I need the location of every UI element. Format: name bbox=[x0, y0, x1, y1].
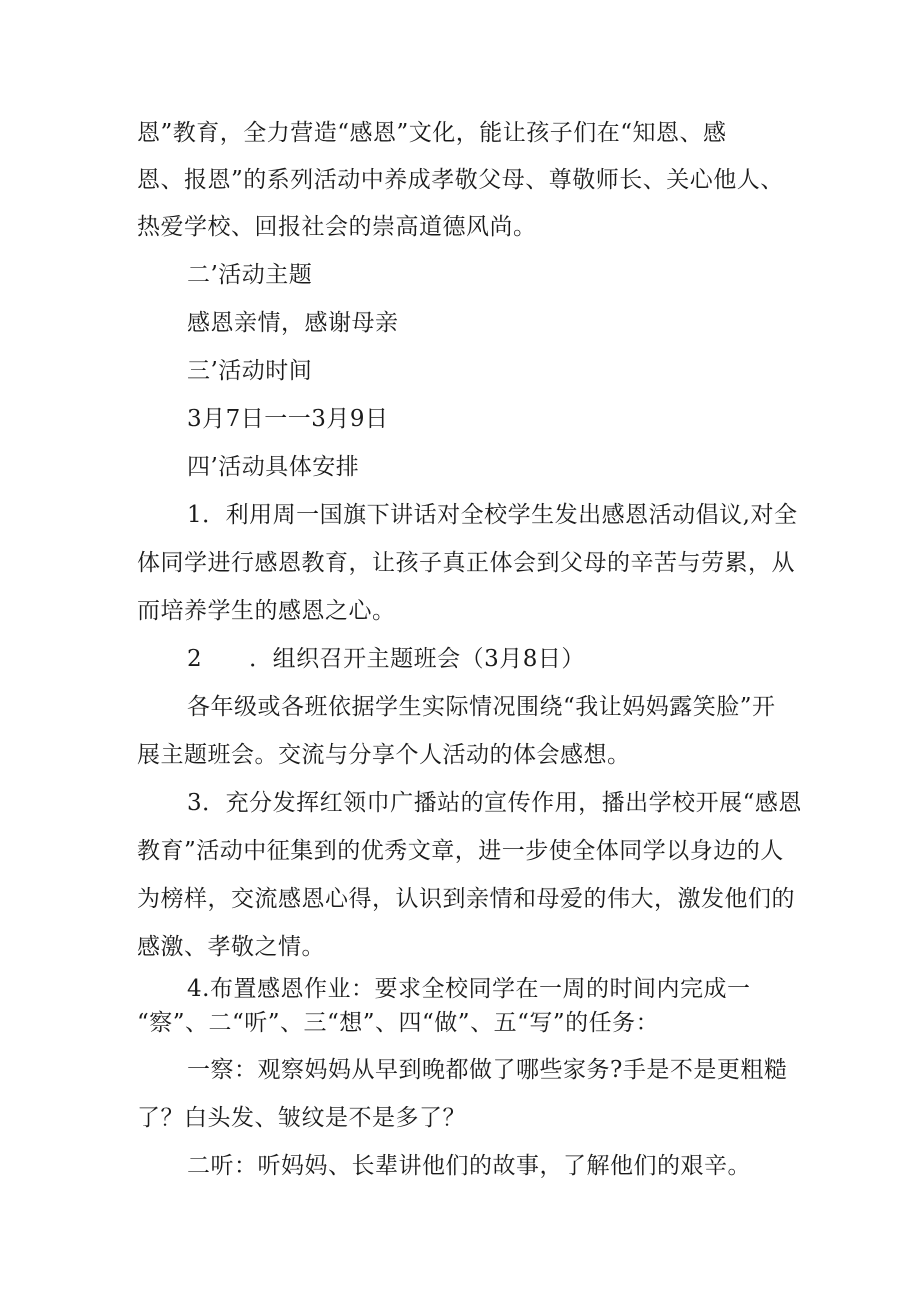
paragraph-line: 恩、报恩”的系列活动中养成孝敬父母、尊敬师长、关心他人、 bbox=[137, 167, 784, 193]
paragraph-line: 各年级或各班依据学生实际情况围绕“我让妈妈露笑脸”开 bbox=[187, 694, 776, 720]
paragraph-line: 热爱学校、回报社会的崇高道德风尚。 bbox=[137, 214, 537, 240]
list-item-line: 3．充分发挥红领巾广播站的宣传作用，播出学校开展“感恩 bbox=[187, 790, 802, 816]
paragraph-line: 二听：听妈妈、长辈讲他们的故事，了解他们的艰辛。 bbox=[187, 1153, 751, 1179]
paragraph-line: 3月7日一一3月9日 bbox=[187, 406, 389, 432]
list-item-line: 4.布置感恩作业：要求全校同学在一周的时间内完成一 bbox=[187, 976, 751, 1002]
list-item-line: 2 ．组织召开主题班会（3月8日） bbox=[187, 646, 585, 672]
paragraph-line: 而培养学生的感恩之心。 bbox=[137, 598, 396, 624]
paragraph-line: 展主题班会。交流与分享个人活动的体会感想。 bbox=[137, 742, 631, 768]
paragraph-line: 了？白头发、皱纹是不是多了？ bbox=[137, 1105, 466, 1131]
paragraph-line: 一察：观察妈妈从早到晚都做了哪些家务?手是不是更粗糙 bbox=[187, 1057, 788, 1083]
section-heading: 三’活动时间 bbox=[187, 358, 313, 384]
paragraph-line: 感激、孝敬之情。 bbox=[137, 934, 325, 960]
section-heading: 四’活动具体安排 bbox=[187, 454, 360, 480]
paragraph-line: 恩”教育，全力营造“感恩”文化，能让孩子们在“知恩、感 bbox=[137, 120, 727, 146]
paragraph-line: 教育”活动中征集到的优秀文章，进一步使全体同学以身边的人 bbox=[137, 838, 784, 864]
paragraph-line: 为榜样，交流感恩心得，认识到亲情和母爱的伟大，激发他们的 bbox=[137, 886, 795, 912]
paragraph-line: 体同学进行感恩教育，让孩子真正体会到父母的辛苦与劳累，从 bbox=[137, 550, 795, 576]
list-item-line: 1．利用周一国旗下讲话对全校学生发出感恩活动倡议,对全 bbox=[187, 502, 798, 528]
paragraph-line: 感恩亲情，感谢母亲 bbox=[187, 310, 399, 336]
paragraph-line: “察”、二“听”、三“想”、四“做”、五“写”的任务： bbox=[137, 1010, 660, 1036]
section-heading: 二’活动主题 bbox=[187, 262, 313, 288]
